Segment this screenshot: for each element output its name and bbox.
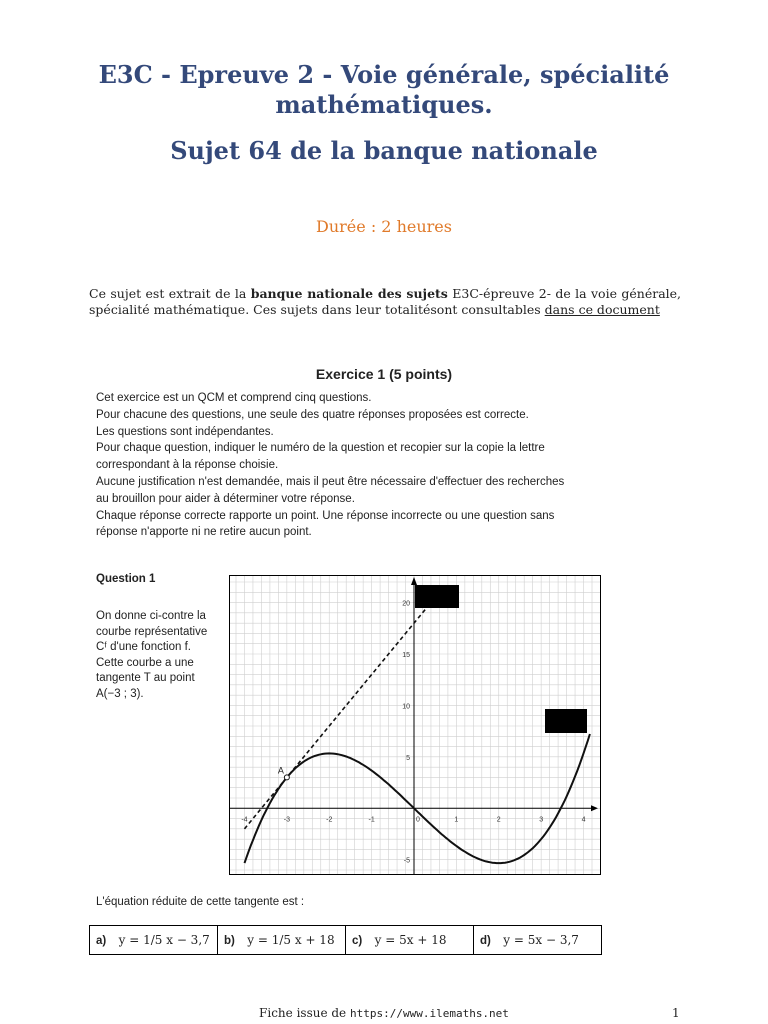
intro-before: Ce sujet est extrait de la xyxy=(89,286,251,301)
answer-letter: b) xyxy=(224,934,235,947)
rule-line: au brouillon pour aider à déterminer votre réponse. xyxy=(96,492,355,505)
rule-line: Pour chacune des questions, une seule des quatre réponses proposées est correcte. xyxy=(96,408,529,421)
question-line: A(−3 ; 3). xyxy=(96,687,144,700)
x-tick-label: -3 xyxy=(283,816,290,824)
redaction-box xyxy=(415,585,459,608)
answer-formula: y = 1/5 x − 3,7 xyxy=(118,932,210,947)
answer-table xyxy=(89,925,602,955)
point-a-label: A xyxy=(277,765,284,776)
x-tick-label: -2 xyxy=(326,816,333,824)
answer-c[interactable] xyxy=(346,926,474,955)
footer-url[interactable]: https://www.ilemaths.net xyxy=(349,1007,509,1020)
question-line: On donne ci-contre la xyxy=(96,610,206,622)
rule-line: Aucune justification n'est demandée, mais il peut être nécessaire d'effectuer des recherches xyxy=(96,475,565,488)
answer-d[interactable] xyxy=(474,926,602,955)
answer-formula: y = 5x + 18 xyxy=(374,932,447,947)
page-title xyxy=(60,60,708,120)
y-tick-label: 5 xyxy=(406,754,410,762)
x-tick-label: 3 xyxy=(539,816,544,824)
x-tick-label: 2 xyxy=(496,816,501,824)
x-tick-label: 4 xyxy=(581,816,586,824)
footer-prefix: Fiche issue de xyxy=(259,1006,350,1020)
question-line: Cᶠ d'une fonction f. xyxy=(96,641,191,653)
intro-after: E3C-épreuve 2- de la voie générale, spécialité mathématique. Ces sujets dans leur totalitésont consultables xyxy=(89,286,682,317)
rule-line: Les questions sont indépendantes. xyxy=(96,425,274,438)
equation-label: L'équation réduite de cette tangente est : xyxy=(96,896,305,908)
rule-line: Cet exercice est un QCM et comprend cinq questions. xyxy=(96,392,372,404)
y-tick-label: 20 xyxy=(402,600,410,608)
answer-formula: y = 5x − 3,7 xyxy=(503,932,579,947)
y-axis-arrow xyxy=(411,577,417,585)
intro-bold: banque nationale des sujets xyxy=(250,286,448,301)
question-line: courbe représentative xyxy=(96,625,208,638)
x-axis-arrow xyxy=(591,805,598,811)
title-line-1: E3C - Epreuve 2 - Voie générale, spécialité xyxy=(98,60,670,89)
page-number: 1 xyxy=(672,1006,680,1020)
x-tick-label: -4 xyxy=(241,816,248,824)
x-tick-label: 0 xyxy=(416,816,420,824)
answer-a[interactable] xyxy=(90,926,218,955)
x-tick-label: -1 xyxy=(368,816,375,824)
question-line: tangente T au point xyxy=(96,672,195,684)
y-tick-label: 10 xyxy=(402,703,410,711)
answer-b[interactable] xyxy=(218,926,346,955)
exercise-rules xyxy=(96,390,596,541)
document-link[interactable]: dans ce document xyxy=(544,302,660,317)
intro-paragraph xyxy=(89,286,681,318)
rule-line: Chaque réponse correcte rapporte un point. Une réponse incorrecte ou une question sans xyxy=(96,509,555,522)
rule-line: correspondant à la réponse choisie. xyxy=(96,459,279,472)
y-tick-label: 15 xyxy=(402,652,410,659)
answer-letter: c) xyxy=(352,934,363,947)
page-subtitle: Sujet 64 de la banque nationale xyxy=(170,136,598,165)
x-tick-label: 1 xyxy=(454,816,459,824)
y-tick-label: -5 xyxy=(403,857,410,865)
tangent-t xyxy=(244,592,439,829)
footer xyxy=(0,1006,768,1020)
question-line: Cette courbe a une xyxy=(96,656,194,669)
answer-letter: d) xyxy=(480,934,491,947)
curve-cf xyxy=(245,734,590,863)
redaction-box xyxy=(545,709,587,733)
title-line-2: mathématiques. xyxy=(275,90,493,119)
exercise-title: Exercice 1 (5 points) xyxy=(315,366,453,382)
rule-line: réponse n'apporte ni ne retire aucun point. xyxy=(96,526,312,539)
duration-text: Durée : 2 heures xyxy=(316,217,452,236)
rule-line: Pour chaque question, indiquer le numéro de la question et recopier sur la copie la lettre xyxy=(96,442,545,455)
answer-letter: a) xyxy=(96,934,107,947)
question-description xyxy=(96,609,220,702)
question-title: Question 1 xyxy=(96,573,156,585)
point-a xyxy=(284,775,289,780)
answer-formula: y = 1/5 x + 18 xyxy=(247,932,335,947)
